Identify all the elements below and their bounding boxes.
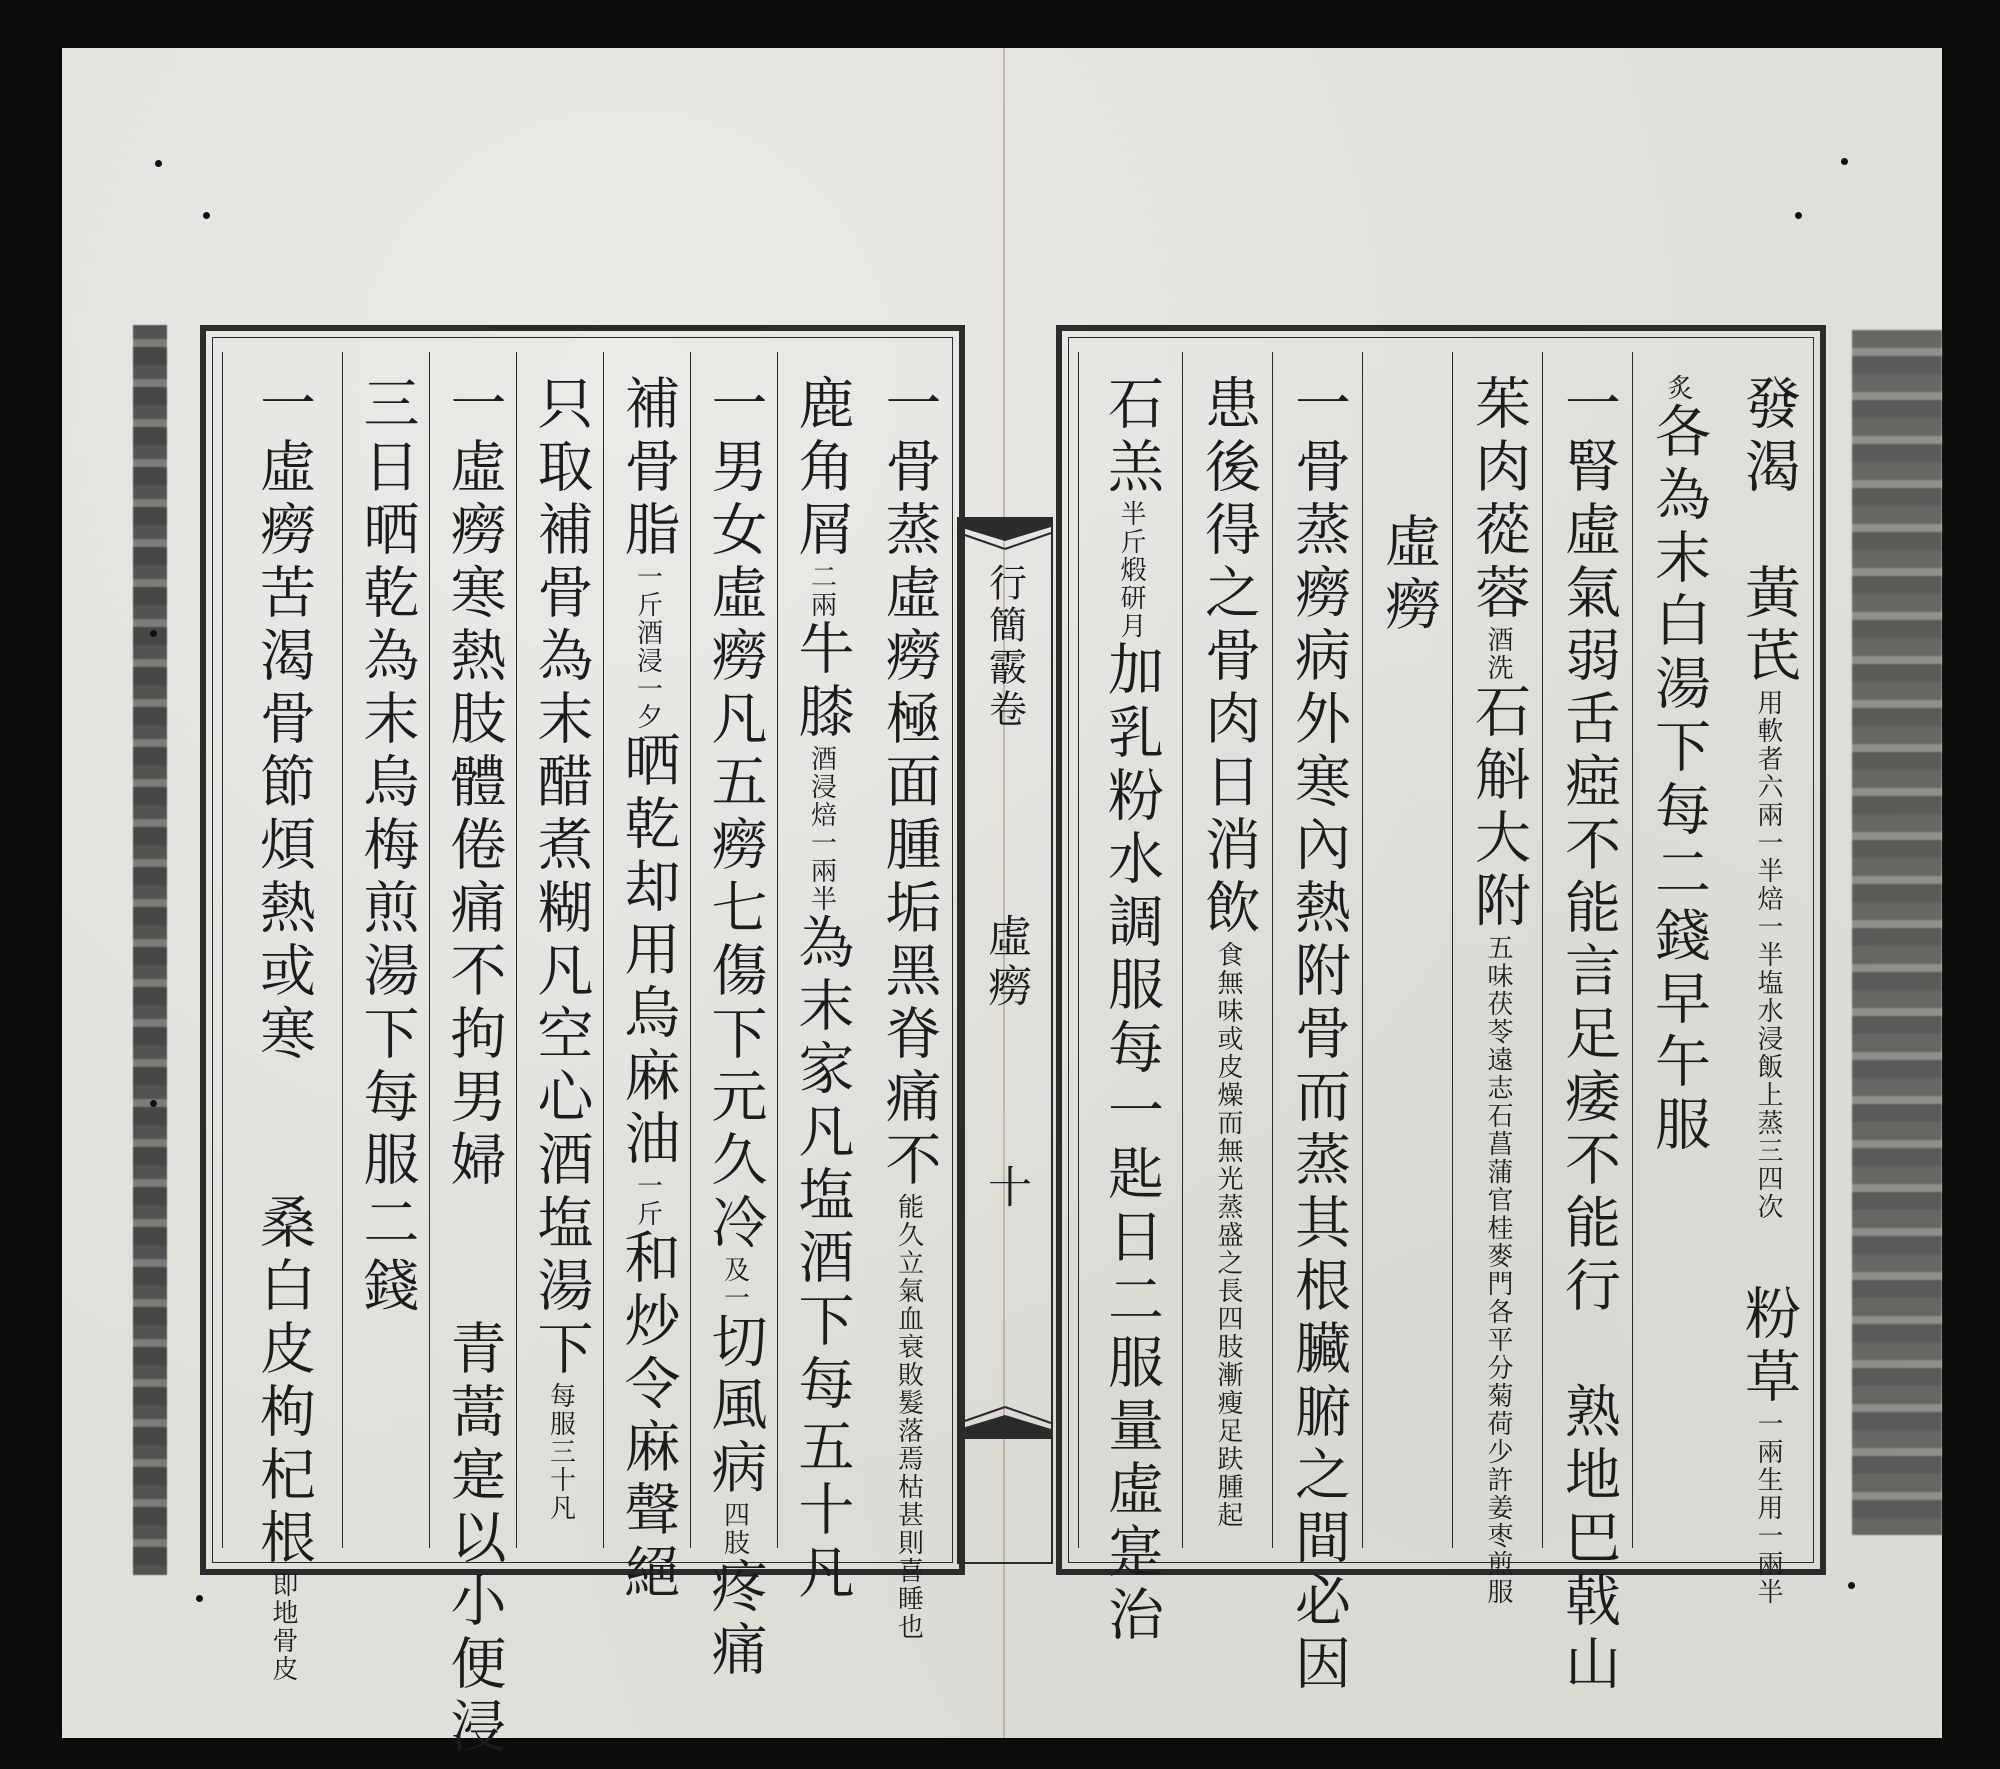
column-note: 每服三十凡 xyxy=(545,1382,576,1522)
text-column xyxy=(342,352,430,1548)
text-column xyxy=(222,352,343,1683)
column-note: 一斤 xyxy=(632,1172,663,1228)
column-text: 茱肉蓯蓉 xyxy=(1466,374,1531,626)
text-column xyxy=(1452,352,1543,1606)
column-text: 切風病 xyxy=(702,1312,768,1501)
column-text: 石斛大附 xyxy=(1466,682,1531,934)
column-text: 疼痛 xyxy=(702,1557,768,1683)
text-column xyxy=(1182,352,1273,1548)
column-text: 和炒令麻聲絕 xyxy=(615,1228,681,1606)
column-note: 酒浸焙一兩半 xyxy=(806,745,837,913)
column-text: 一骨蒸虛癆極面腫垢黑脊痛不 xyxy=(876,374,942,1193)
fish-tail-top xyxy=(959,519,1051,559)
column-text: 桑白皮枸杞根 xyxy=(251,1193,316,1571)
column-note: 能久立氣血衰敗髮落焉枯甚則喜睡也 xyxy=(893,1193,924,1641)
column-text: 晒乾却用烏麻油 xyxy=(615,731,681,1172)
stitch-hole xyxy=(203,212,210,219)
column-text: 一虛癆苦渴骨節煩熱或寒 xyxy=(251,374,316,1067)
column-note: 二兩 xyxy=(806,563,837,619)
text-column xyxy=(1362,352,1453,1548)
section-heading: 虛癆 xyxy=(1376,512,1441,638)
column-note: 五味茯苓遠志石菖蒲官桂麥門各平分菊荷少許姜枣煎服 xyxy=(1483,934,1513,1606)
column-note: 一兩生用一兩半 xyxy=(1753,1410,1783,1606)
column-note: 半斤煅研月 xyxy=(1116,500,1146,640)
text-column xyxy=(865,352,952,1641)
column-note: 炙 xyxy=(1663,374,1693,402)
column-text: 石羔 xyxy=(1099,374,1164,500)
column-note: 食無味或皮燥而無光蒸盛之長四肢漸瘦足趺腫起 xyxy=(1213,941,1243,1529)
column-text: 青蒿寔以小便浸 xyxy=(441,1319,507,1760)
text-column xyxy=(1542,352,1633,1697)
column-note: 四肢 xyxy=(719,1501,750,1557)
left-page-inner-border xyxy=(212,337,953,1760)
right-page-inner-border xyxy=(1068,337,1814,1697)
text-column xyxy=(1723,352,1813,1606)
text-column xyxy=(1078,352,1183,1648)
stitch-hole xyxy=(155,160,162,167)
column-text: 一骨蒸癆病外寒內熱附骨而蒸其根臟腑之間必因 xyxy=(1286,374,1351,1697)
column-note: 酒洗 xyxy=(1483,626,1513,682)
column-text: 為末家凡塩酒下每五十凡 xyxy=(789,913,855,1606)
text-column xyxy=(690,352,778,1683)
text-column xyxy=(516,352,604,1548)
page-number: 十 xyxy=(980,1164,1031,1208)
column-note: 及一 xyxy=(719,1256,750,1312)
book-title: 行簡霰卷 xyxy=(982,563,1027,731)
ink-smudge-left xyxy=(133,325,167,1575)
center-strip xyxy=(957,517,1053,1564)
text-column xyxy=(429,352,517,1760)
column-text: 一腎虛氣弱舌瘂不能言足痿不能行 xyxy=(1556,374,1621,1319)
ink-smudge-right xyxy=(1852,330,1942,1535)
section-title: 虛癆 xyxy=(980,913,1031,1013)
stitch-hole xyxy=(1848,1582,1855,1589)
column-note: 用軟者六兩一半焙一半塩水浸飯上蒸三四次 xyxy=(1753,689,1783,1221)
column-text: 補骨脂 xyxy=(615,374,681,563)
column-text: 一虛癆寒熱肢體倦痛不拘男婦 xyxy=(441,374,507,1193)
text-column xyxy=(1632,352,1723,1548)
column-text: 牛膝 xyxy=(789,619,855,745)
column-text: 發渴 xyxy=(1736,374,1801,500)
column-text: 加乳粉水調服每一匙日二服量虛寔治 xyxy=(1099,640,1164,1648)
column-text: 黃芪 xyxy=(1736,563,1801,689)
column-text: 只取補骨為末醋煮糊凡空心酒塩湯下 xyxy=(528,374,594,1382)
column-text: 三日晒乾為末烏梅煎湯下每服二錢 xyxy=(354,374,420,1319)
left-page-frame xyxy=(200,325,965,1760)
column-text: 為末白湯下每二錢早午服 xyxy=(1646,465,1711,1158)
text-column xyxy=(603,352,691,1606)
text-column xyxy=(777,352,865,1606)
column-text: 鹿角屑 xyxy=(789,374,855,563)
text-column xyxy=(1272,352,1363,1697)
column-note: 即地骨皮 xyxy=(268,1571,298,1683)
stitch-hole xyxy=(150,1100,157,1107)
fish-tail-bottom xyxy=(959,1399,1051,1439)
column-text: 各 xyxy=(1646,402,1711,465)
column-text: 熟地巴戟山 xyxy=(1556,1382,1621,1697)
stitch-hole xyxy=(1795,212,1802,219)
stitch-hole xyxy=(1841,158,1848,165)
column-text: 粉草 xyxy=(1736,1284,1801,1410)
right-page-frame xyxy=(1056,325,1826,1697)
stitch-hole xyxy=(150,630,157,637)
column-text: 一男女虛癆凡五癆七傷下元久冷 xyxy=(702,374,768,1256)
stitch-hole xyxy=(196,1595,203,1602)
column-note: 一斤酒浸一夕 xyxy=(632,563,663,731)
column-text: 患後得之骨肉日消飲 xyxy=(1196,374,1261,941)
